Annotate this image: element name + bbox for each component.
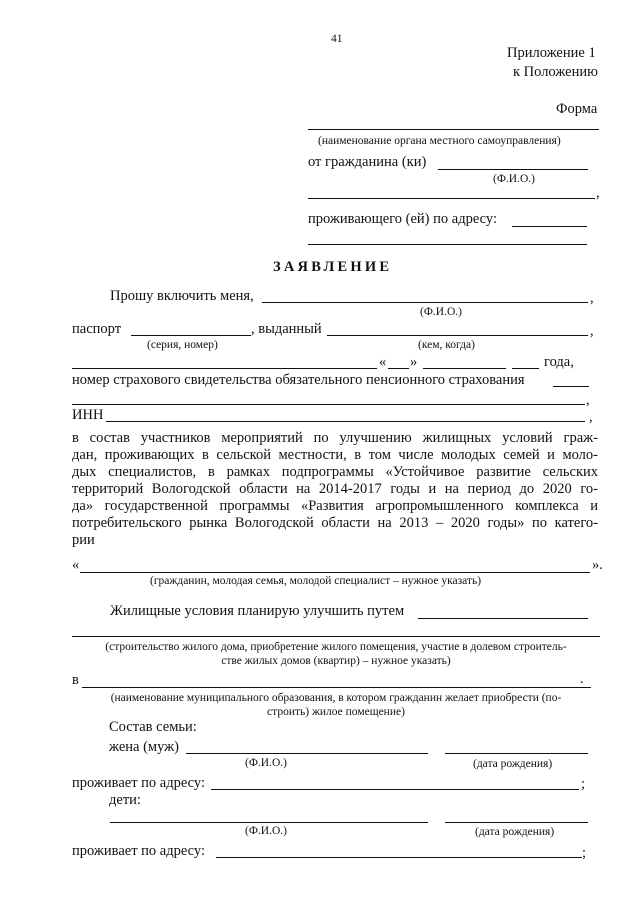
in-label: в: [72, 672, 79, 688]
address-field-2[interactable]: [308, 244, 587, 245]
quote-close: »: [410, 354, 418, 370]
housing-hint: [72, 640, 600, 668]
municipality-field[interactable]: [82, 687, 591, 688]
paragraph-line: дан, проживающих в сельской местности, в том числе молодых семей и моло-: [72, 447, 598, 463]
from-citizen-label: от гражданина (ки): [308, 154, 427, 170]
child-address-field[interactable]: [216, 857, 582, 858]
family-label: Состав семьи:: [109, 719, 197, 735]
child-address-label: проживает по адресу:: [72, 843, 205, 859]
spouse-address-label: проживает по адресу:: [72, 775, 205, 791]
page-number: 41: [331, 33, 343, 45]
paragraph-line: в состав участников мероприятий по улучшению жилищных условий граж-: [72, 430, 598, 446]
housing-label: Жилищные условия планирую улучшить путем: [110, 603, 405, 619]
paragraph-line: да» государственной программы «Развития агропромышленного комплекса и: [72, 498, 598, 514]
child-birth-field[interactable]: [445, 822, 588, 823]
birth-date-hint: (дата рождения): [473, 758, 553, 770]
issued-by-field[interactable]: [327, 335, 588, 336]
month-field[interactable]: [423, 368, 506, 369]
spouse-name-field[interactable]: [186, 753, 428, 754]
passport-number-field[interactable]: [131, 335, 251, 336]
period: .: [580, 671, 584, 687]
form-label: Форма: [556, 101, 598, 117]
municipality-hint-line-1: (наименование муниципального образования, в котором гражданин желает приобрести (по-: [110, 692, 562, 704]
semicolon: ;: [581, 776, 586, 792]
passport-label: паспорт: [72, 321, 122, 337]
appendix-line-2: к Положению: [513, 64, 598, 80]
paragraph-line: потребительского рынка Вологодской области на 2013 – 2020 годы» по катего-: [72, 515, 598, 531]
organ-name-field[interactable]: [308, 129, 599, 130]
page-title: ЗАЯВЛЕНИЕ: [273, 259, 393, 275]
quote-open: «: [379, 354, 387, 370]
snils-field-2[interactable]: [72, 404, 585, 405]
municipality-hint: [72, 691, 600, 719]
issued-by-hint: (кем, когда): [418, 339, 475, 351]
municipality-hint-line-2: строить) жилое помещение): [267, 706, 405, 718]
category-hint: (гражданин, молодая семья, молодой специалист – нужное указать): [150, 575, 482, 587]
appendix-line-1: Приложение 1: [507, 45, 596, 61]
issued-label: , выданный: [251, 321, 322, 337]
request-fio-field[interactable]: [262, 302, 588, 303]
housing-hint-line-2: стве жилых домов (квартир) – нужное указать): [221, 655, 451, 667]
category-field[interactable]: [80, 572, 590, 573]
inn-field[interactable]: [106, 421, 585, 422]
comma: ,: [586, 392, 590, 408]
housing-field-2[interactable]: [72, 636, 600, 637]
year-field[interactable]: [512, 368, 539, 369]
address-label: проживающего (ей) по адресу:: [308, 211, 497, 227]
day-field[interactable]: [388, 368, 409, 369]
comma: ,: [596, 185, 600, 201]
request-text: Прошу включить меня,: [110, 288, 254, 304]
comma: ,: [590, 323, 594, 339]
organ-name-hint: (наименование органа местного самоуправления): [318, 135, 561, 147]
child-name-field[interactable]: [110, 822, 428, 823]
paragraph-last-line: рии: [72, 532, 95, 548]
semicolon: ;: [582, 845, 587, 861]
year-label: года,: [544, 354, 574, 370]
name-continuation-field[interactable]: [308, 198, 595, 199]
children-label: дети:: [109, 792, 141, 808]
inn-label: ИНН: [72, 407, 104, 423]
category-quote-close: ».: [592, 557, 603, 573]
spouse-birth-field[interactable]: [445, 753, 588, 754]
category-quote-open: «: [72, 557, 80, 573]
comma: ,: [590, 290, 594, 306]
paragraph-line: территорий Вологодской области на 2014-2017 годы и на период до 2020 го-: [72, 481, 598, 497]
spouse-address-field[interactable]: [211, 789, 579, 790]
address-field[interactable]: [512, 226, 587, 227]
comma: ,: [589, 409, 593, 425]
housing-hint-line-1: (строительство жилого дома, приобретение жилого помещения, участие в долевом строитель-: [105, 641, 567, 653]
from-citizen-field[interactable]: [438, 169, 588, 170]
fio-hint: (Ф.И.О.): [493, 173, 535, 185]
issued-by-field-2[interactable]: [72, 368, 377, 369]
fio-hint: (Ф.И.О.): [245, 757, 287, 769]
fio-hint: (Ф.И.О.): [245, 825, 287, 837]
spouse-label: жена (муж): [109, 739, 179, 755]
birth-date-hint: (дата рождения): [475, 826, 555, 838]
snils-label: номер страхового свидетельства обязательного пенсионного страхования: [72, 372, 525, 388]
series-hint: (серия, номер): [147, 339, 218, 351]
snils-field[interactable]: [553, 386, 589, 387]
housing-field[interactable]: [418, 618, 588, 619]
fio-hint: (Ф.И.О.): [420, 306, 462, 318]
paragraph-line: дых специалистов, в рамках подпрограммы «Устойчивое развитие сельских: [72, 464, 598, 480]
